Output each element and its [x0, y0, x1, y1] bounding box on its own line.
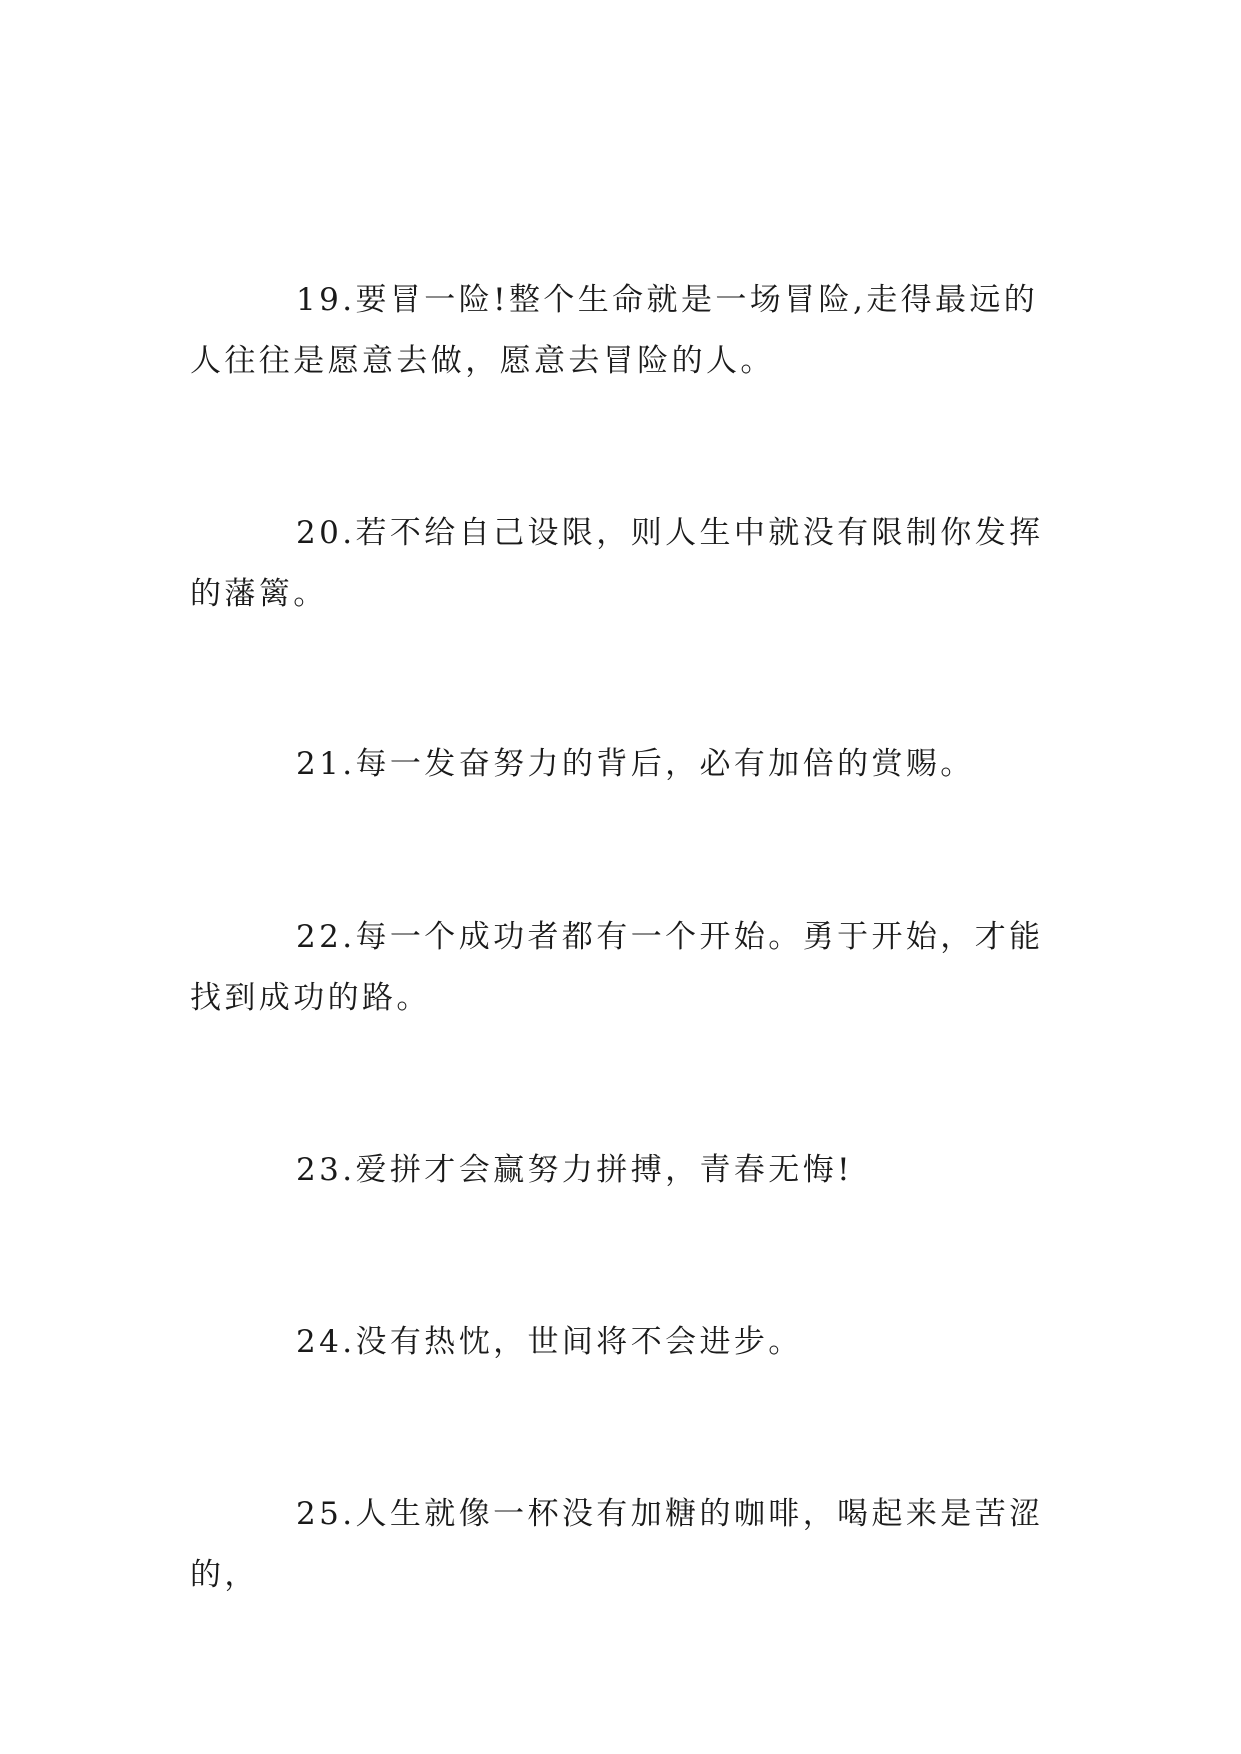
paragraph-22: 22.每一个成功者都有一个开始。勇于开始，才能找到成功的路。 [190, 919, 1044, 1016]
paragraph-20: 20.若不给自己设限，则人生中就没有限制你发挥的藩篱。 [190, 515, 1044, 612]
paragraph-19: 19.要冒一险!整个生命就是一场冒险,走得最远的人往往是愿意去做，愿意去冒险的人。 [190, 282, 1039, 379]
paragraph-24: 24.没有热忱，世间将不会进步。 [296, 1324, 803, 1360]
paragraph-25: 25.人生就像一杯没有加糖的咖啡，喝起来是苦涩的， [190, 1496, 1044, 1593]
paragraph-21: 21.每一发奋努力的背后，必有加倍的赏赐。 [296, 746, 975, 782]
paragraph-23: 23.爱拼才会赢努力拼搏，青春无悔! [296, 1152, 853, 1188]
